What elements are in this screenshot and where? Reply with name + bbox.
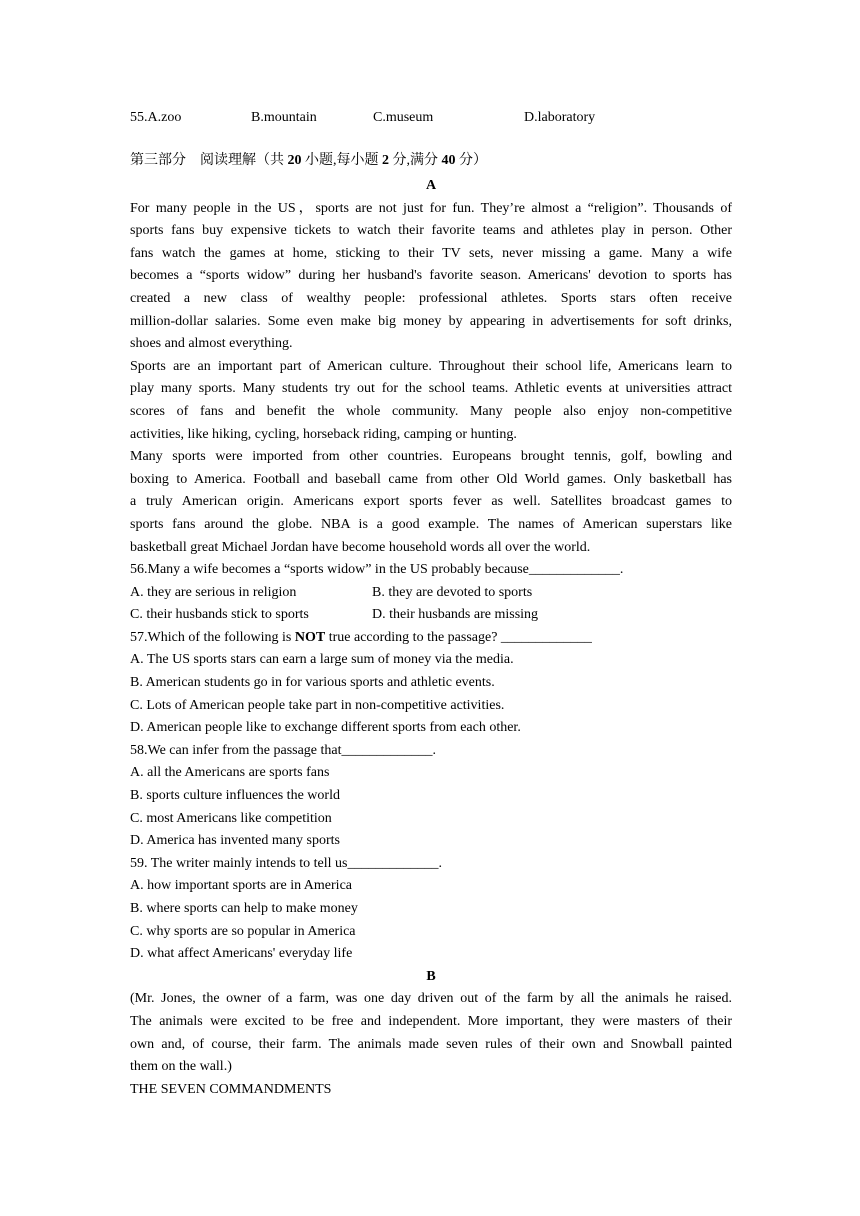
- passage-b-paragraph: [130, 988, 732, 1078]
- passage-line: sports fans buy expensive tickets to watch their favorite teams and athletes play in person. Other: [130, 223, 732, 239]
- passage-line: Many sports were imported from other countries. Europeans brought tennis, golf, bowling and: [130, 449, 732, 465]
- passage-line: sports fans around the globe. NBA is a good example. The names of American superstars like: [130, 516, 732, 532]
- passage-line: boxing to America. Football and baseball came from other Old World games. Only basketball has: [130, 471, 732, 487]
- option-a: A. they are serious in religion: [130, 584, 297, 600]
- option-c: C. their husbands stick to sports: [130, 607, 309, 623]
- passage-line: scores of fans and benefit the whole community. Many people also enjoy non-competitive: [130, 403, 732, 419]
- passage-line: activities, like hiking, cycling, horseback riding, camping or hunting.: [130, 426, 517, 442]
- passage-line: basketball great Michael Jordan have become household words all over the world.: [130, 539, 591, 555]
- option-b: B. where sports can help to make money: [130, 901, 358, 916]
- passage-line: becomes a “sports widow” during her husband's favorite season. Americans' devotion to sports has: [130, 268, 732, 284]
- passage-a-paragraph-3: [130, 446, 732, 559]
- question-58: [130, 740, 732, 853]
- passage-a-paragraph-1: [130, 198, 732, 356]
- passage-line: fans watch the games at home, sticking to their TV sets, never missing a game. Many a wife: [130, 245, 732, 261]
- total-points: 40: [441, 153, 456, 168]
- section-title-text: 第三部分 阅读理解（共: [130, 153, 288, 168]
- section-title: [130, 150, 487, 172]
- passage-line: them on the wall.): [130, 1059, 232, 1075]
- passage-line: a truly American origin. Americans export sports fever as well. Satellites broadcast games to: [130, 494, 732, 510]
- question-stem: 58.We can infer from the passage that_____________.: [130, 742, 437, 758]
- passage-line: own and, of course, their farm. The animals made seven rules of their own and Snowball painted: [130, 1036, 732, 1052]
- passage-line: created a new class of wealthy people: professional athletes. Sports stars often receive: [130, 290, 732, 306]
- reading-body: [130, 175, 732, 1101]
- section-title-text: 分,满分: [389, 153, 442, 168]
- passage-line: Sports are an important part of American culture. Throughout their school life, Americans learn to: [130, 358, 732, 374]
- option-d: D. their husbands are missing: [372, 607, 539, 623]
- q55-option-a: 55.A.zoo: [130, 110, 182, 125]
- question-stem: 59. The writer mainly intends to tell us_____________.: [130, 855, 442, 871]
- stem-text: true according to the passage? _____________: [325, 629, 592, 645]
- question-56: [130, 559, 732, 627]
- question-stem: 56.Many a wife becomes a “sports widow” in the US probably because_____________.: [130, 562, 624, 578]
- passage-line: The animals were excited to be free and independent. More important, they were masters of their: [130, 1013, 732, 1029]
- option-b: B. sports culture influences the world: [130, 788, 340, 804]
- option-d: D. American people like to exchange different sports from each other.: [130, 720, 521, 736]
- option-d: D. what affect Americans' everyday life: [130, 946, 353, 962]
- passage-line: shoes and almost everything.: [130, 336, 293, 352]
- question-59: [130, 853, 732, 966]
- q55-option-c: C.museum: [373, 110, 434, 125]
- passage-b-heading: B: [426, 968, 436, 984]
- option-c: C. Lots of American people take part in non-competitive activities.: [130, 697, 505, 713]
- option-b: B. American students go in for various sports and athletic events.: [130, 675, 495, 691]
- section-title-text: 分）: [455, 153, 487, 168]
- option-b: B. they are devoted to sports: [372, 584, 533, 600]
- passage-line: (Mr. Jones, the owner of a farm, was one day driven out of the farm by all the animals he raised.: [130, 991, 732, 1007]
- q55-option-d: D.laboratory: [524, 110, 596, 125]
- points-each: 2: [382, 153, 389, 168]
- passage-line: For many people in the US，sports are not just for fun. They’re almost a “religion”. Thousands of: [130, 200, 732, 216]
- option-a: A. all the Americans are sports fans: [130, 765, 330, 781]
- commandments-title: THE SEVEN COMMANDMENTS: [130, 1081, 332, 1097]
- passage-a-heading: A: [425, 178, 437, 193]
- option-row: [130, 582, 732, 605]
- question-57: [130, 627, 732, 740]
- passage-a-paragraph-2: [130, 356, 732, 446]
- q55-option-b: B.mountain: [251, 110, 317, 125]
- passage-line: million-dollar salaries. Some even make big money by appearing in advertisements for soft drinks,: [130, 313, 732, 329]
- option-d: D. America has invented many sports: [130, 833, 340, 849]
- option-row: [130, 604, 732, 627]
- option-a: A. how important sports are in America: [130, 878, 353, 894]
- stem-text: 57.Which of the following is: [130, 629, 295, 645]
- section-title-text: 小题,每小题: [301, 153, 382, 168]
- question-count: 20: [287, 153, 302, 168]
- option-a: A. The US sports stars can earn a large sum of money via the media.: [130, 652, 514, 668]
- question-stem: [130, 627, 732, 650]
- stem-emphasis: NOT: [294, 629, 326, 645]
- passage-line: play many sports. Many students try out for the school teams. Athletic events at universities attract: [130, 381, 732, 397]
- option-c: C. why sports are so popular in America: [130, 923, 356, 939]
- option-c: C. most Americans like competition: [130, 810, 332, 826]
